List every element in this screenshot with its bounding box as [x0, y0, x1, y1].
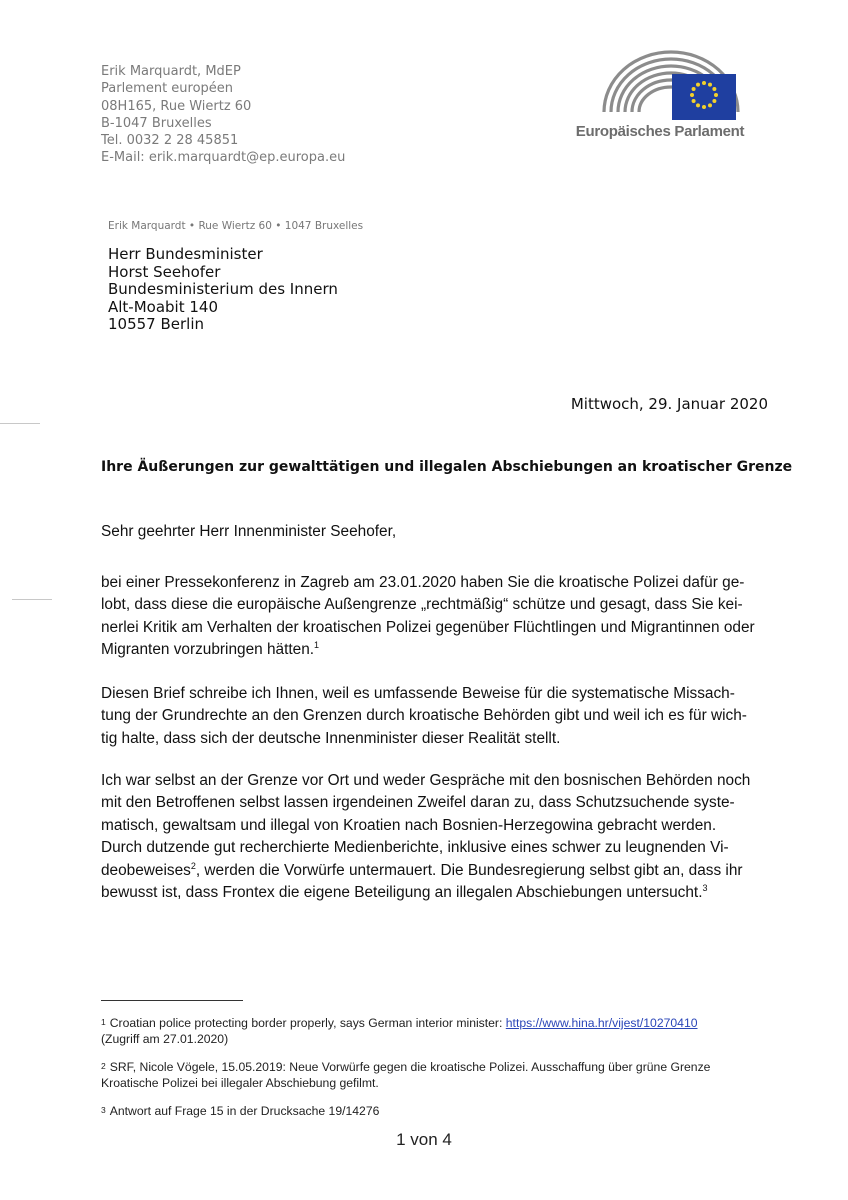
paragraph-line: Ich war selbst an der Grenze vor Ort und weder Gespräche mit den bosnischen Behörden noch [101, 772, 751, 789]
paragraph-line: tung der Grundrechte an den Grenzen durch kroatische Behörden gibt und weil ich es für wich- [101, 707, 747, 725]
footnote-text-line2: Kroatische Polizei bei illegaler Abschiebung gefilmt. [101, 1076, 379, 1091]
footnote-2 [101, 1058, 761, 1092]
paragraph-line [101, 882, 771, 904]
recipient-title: Herr Bundesminister [108, 245, 263, 263]
paragraph-line: Diesen Brief schreibe ich Ihnen, weil es umfassende Beweise für die systematische Missach- [101, 685, 735, 702]
footnote-number: 2 [101, 1061, 106, 1071]
paragraph-line [101, 639, 771, 661]
salutation: Sehr geehrter Herr Innenminister Seehofer, [101, 523, 397, 540]
sender-institution: Parlement européen [101, 81, 234, 97]
paragraph-1 [101, 572, 771, 662]
eu-flag [672, 74, 736, 120]
footnote-text: Antwort auf Frage 15 in der Drucksache 19/14276 [109, 1104, 380, 1118]
letter-subject: Ihre Äußerungen zur gewalttätigen und illegalen Abschiebungen an kroatischer Grenze [101, 459, 793, 475]
return-address: Erik Marquardt • Rue Wiertz 60 • 1047 Bruxelles [108, 220, 364, 232]
paragraph-line: mit den Betroffenen selbst lassen irgendeinen Zweifel daran zu, dass Schutzsuchende syste- [101, 794, 735, 812]
footnote-link[interactable]: https://www.hina.hr/vijest/10270410 [505, 1016, 698, 1030]
footnote-ref-2: 2 [190, 860, 196, 871]
sender-city: B-1047 Bruxelles [101, 115, 212, 131]
paragraph-3 [101, 770, 771, 904]
page-number: 1 von 4 [396, 1130, 452, 1149]
sender-email: E-Mail: erik.marquardt@ep.europa.eu [101, 150, 346, 166]
paragraph-line-text: bewusst ist, dass Frontex die eigene Beteiligung an illegalen Abschiebungen untersucht. [101, 884, 703, 902]
sender-phone: Tel. 0032 2 28 45851 [101, 133, 239, 149]
paragraph-line: Durch dutzende gut recherchierte Medienberichte, inklusive eines schwer zu leugnenden Vi- [101, 839, 729, 857]
paragraph-2 [101, 683, 771, 750]
footnote-ref-1: 1 [314, 640, 320, 651]
footnote-3 [101, 1102, 761, 1119]
footnote-1 [101, 1014, 761, 1048]
recipient-city: 10557 Berlin [108, 315, 205, 334]
fold-mark-middle [12, 599, 52, 600]
paragraph-line-text: Migranten vorzubringen hätten. [101, 641, 315, 659]
paragraph-line: lobt, dass diese die europäische Außengrenze „rechtmäßig“ schütze und gesagt, dass Sie kei- [101, 596, 743, 614]
footnote-text-line2: (Zugriff am 27.01.2020) [101, 1032, 229, 1047]
recipient-name: Horst Seehofer [108, 262, 221, 281]
paragraph-line-text: , werden die Vorwürfe untermauert. Die Bundesregierung selbst gibt an, dass ihr [195, 861, 743, 879]
logo-wordmark: Europäisches Parlament [575, 123, 745, 140]
paragraph-line-text: deobeweises [101, 861, 191, 879]
recipient-street: Alt-Moabit 140 [108, 297, 219, 316]
sender-name: Erik Marquardt, MdEP [101, 64, 241, 79]
recipient-address [108, 246, 338, 334]
sender-address [101, 63, 345, 167]
paragraph-line: matisch, gewaltsam und illegal von Kroatien nach Bosnien-Herzegowina gebracht werden. [101, 816, 717, 834]
footnote-number: 1 [101, 1017, 106, 1027]
fold-mark-top [0, 423, 40, 424]
paragraph-line: bei einer Pressekonferenz in Zagreb am 23.01.2020 haben Sie die kroatische Polizei dafür ge- [101, 574, 745, 591]
paragraph-line: nerlei Kritik am Verhalten der kroatischen Polizei gegenüber Flüchtlingen und Migrantinnen oder [101, 618, 755, 636]
footnote-text: SRF, Nicole Vögele, 15.05.2019: Neue Vorwürfe gegen die kroatische Polizei. Ausschaffung über grüne Grenze [109, 1060, 711, 1074]
letter-date: Mittwoch, 29. Januar 2020 [570, 395, 768, 413]
sender-office: 08H165, Rue Wiertz 60 [101, 98, 252, 114]
footnote-ref-3: 3 [702, 883, 708, 894]
footnote-text: Croatian police protecting border properly, says German interior minister: [109, 1016, 506, 1030]
paragraph-line [101, 860, 771, 882]
footnote-number: 3 [101, 1105, 106, 1115]
footnote-separator [101, 1000, 243, 1001]
recipient-ministry: Bundesministerium des Innern [108, 280, 338, 299]
paragraph-line: tig halte, dass sich der deutsche Innenminister dieser Realität stellt. [101, 729, 561, 747]
